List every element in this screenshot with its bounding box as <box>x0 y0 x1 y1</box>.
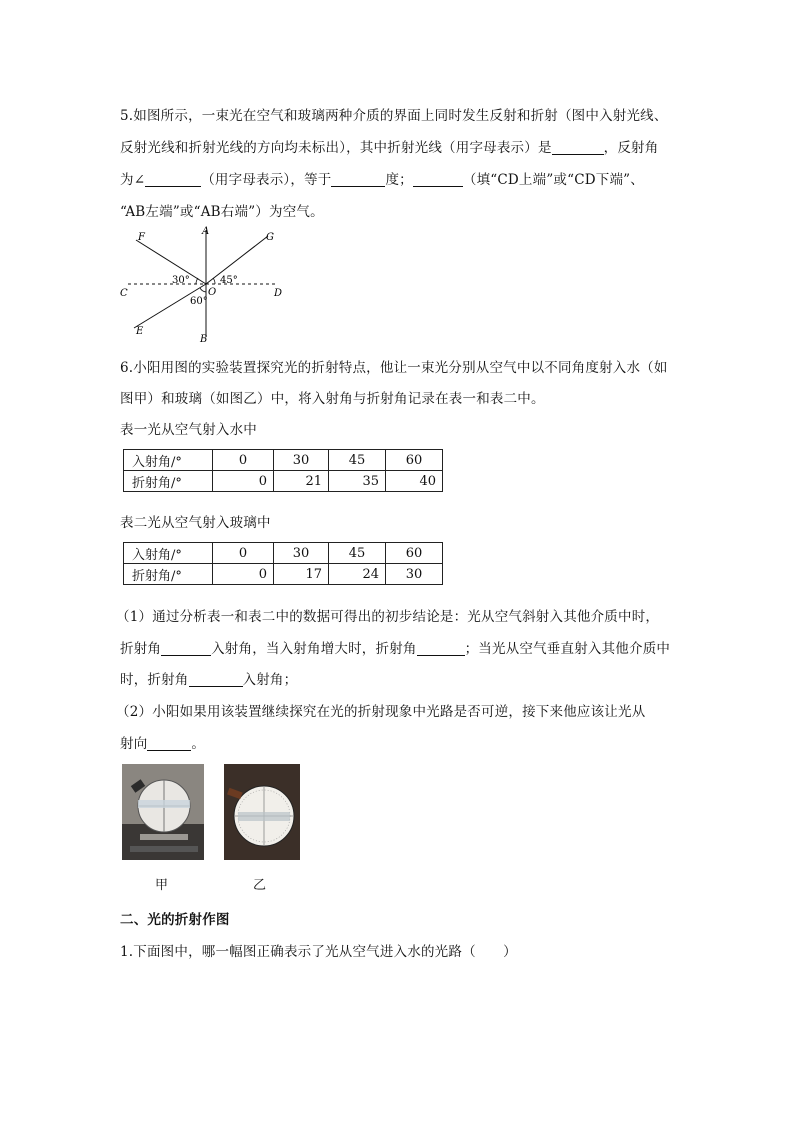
table-cell: 0 <box>213 450 274 471</box>
q5-text-2a: 反射光线和折射光线的方向均未标出），其中折射光线（用字母表示）是 <box>120 140 552 156</box>
table-cell: 45 <box>329 450 386 471</box>
table-header-cell: 折射角/° <box>124 564 213 585</box>
label-c: C <box>120 288 128 299</box>
table-row <box>124 564 443 585</box>
q5-text-3b: （用字母表示），等于 <box>201 172 332 188</box>
q6-blank-1[interactable] <box>161 641 211 656</box>
q6-p1-text-b2: 入射角，当入射角增大时，折射角 <box>211 641 417 657</box>
q6-blank-2[interactable] <box>417 641 465 656</box>
q6-part1-line-3 <box>120 668 690 688</box>
q5-ray-diagram <box>116 222 286 344</box>
label-a: A <box>202 226 210 237</box>
table-header-cell: 折射角/° <box>124 471 213 492</box>
photo-apparatus-yi <box>224 764 300 860</box>
table1 <box>123 449 443 492</box>
q6-p2-text-b2: 。 <box>191 736 206 752</box>
label-d: D <box>274 288 283 299</box>
table-cell: 0 <box>213 471 274 492</box>
q6-text-1: 6.小阳用图的实验装置探究光的折射特点，他让一束光分别从空气中以不同角度射入水（如 <box>120 360 668 376</box>
q5-text-3c: 度； <box>385 172 413 188</box>
table1-title <box>120 418 690 438</box>
q6-p2-text-b1: 射向 <box>120 736 148 752</box>
q6-blank-3[interactable] <box>189 672 243 687</box>
q6-p1-text-b1: 折射角 <box>120 641 162 657</box>
angle-arc-60 <box>200 288 206 292</box>
q5-blank-reflection-angle[interactable] <box>145 172 201 187</box>
q6-part2-line-1 <box>116 700 686 720</box>
q5-text-3a: 为∠ <box>120 172 146 188</box>
q6-p1-text-c2: 入射角； <box>242 672 298 688</box>
table-cell: 0 <box>213 564 274 585</box>
ray-fo <box>136 240 206 284</box>
table-cell: 21 <box>274 471 329 492</box>
section-2-question-1-text: 1.下面图中，哪一幅图正确表示了光从空气进入水的光路（ ） <box>120 944 517 960</box>
q5-blank-degrees[interactable] <box>331 172 385 187</box>
table-row <box>124 471 443 492</box>
angle-label-60: 60° <box>190 296 208 307</box>
table-cell: 60 <box>386 450 443 471</box>
q5-text-4: “AB左端”或“AB右端”）为空气。 <box>120 204 324 220</box>
q5-text-1: 5.如图所示，一束光在空气和玻璃两种介质的界面上同时发生反射和折射（图中入射光线、 <box>120 108 668 124</box>
q5-line-1 <box>120 104 690 124</box>
caption-yi: 乙 <box>253 878 267 893</box>
q5-blank-air-side[interactable] <box>413 172 463 187</box>
angle-arc-45 <box>213 278 215 284</box>
angle-label-45: 45° <box>220 275 238 286</box>
table-header-cell: 入射角/° <box>124 543 213 564</box>
q5-line-4 <box>120 200 690 220</box>
q5-line-3 <box>120 168 690 188</box>
table-row <box>124 543 443 564</box>
table2-title <box>120 511 690 531</box>
table-header-cell: 入射角/° <box>124 450 213 471</box>
section-2-heading <box>120 908 690 928</box>
q5-text-3d: （填“CD上端”或“CD下端”、 <box>462 172 644 188</box>
table-cell: 30 <box>274 450 329 471</box>
table2 <box>123 542 443 585</box>
table-cell: 30 <box>386 564 443 585</box>
angle-label-30: 30° <box>172 275 190 286</box>
q6-p1-text-a: （1）通过分析表一和表二中的数据可得出的初步结论是：光从空气斜射入其他介质中时， <box>116 609 660 625</box>
table-cell: 35 <box>329 471 386 492</box>
table-cell: 45 <box>329 543 386 564</box>
q6-line-2 <box>120 387 690 407</box>
q6-blank-4[interactable] <box>147 736 191 751</box>
table-cell: 0 <box>213 543 274 564</box>
q6-line-1 <box>120 356 690 376</box>
q5-text-2b: ，反射角 <box>603 140 659 156</box>
angle-arc-30 <box>196 278 198 284</box>
table-row <box>124 450 443 471</box>
table1-title-text: 表一光从空气射入水中 <box>120 422 257 438</box>
q6-part1-line-2 <box>120 637 690 657</box>
label-f: F <box>138 232 145 243</box>
photo-apparatus-jia <box>122 764 204 860</box>
table-cell: 30 <box>274 543 329 564</box>
q6-part2-line-2 <box>120 732 690 752</box>
caption-jia: 甲 <box>155 878 169 893</box>
label-o: O <box>208 287 217 298</box>
table-cell: 40 <box>386 471 443 492</box>
table-cell: 24 <box>329 564 386 585</box>
q6-part1-line-1 <box>116 605 686 625</box>
q6-p1-text-b3: ；当光从空气垂直射入其他介质中 <box>464 641 671 657</box>
q6-text-2: 图甲）和玻璃（如图乙）中，将入射角与折射角记录在表一和表二中。 <box>120 391 545 407</box>
table-cell: 60 <box>386 543 443 564</box>
q5-blank-refracted-ray[interactable] <box>552 140 604 155</box>
section-2-question-1 <box>120 940 690 960</box>
q5-line-2 <box>120 136 690 156</box>
table-cell: 17 <box>274 564 329 585</box>
table2-title-text: 表二光从空气射入玻璃中 <box>120 515 271 531</box>
label-g: G <box>266 232 274 243</box>
label-e: E <box>136 326 144 337</box>
q6-p2-text-a: （2）小阳如果用该装置继续探究在光的折射现象中光路是否可逆，接下来他应该让光从 <box>116 704 646 720</box>
label-b: B <box>200 334 208 344</box>
q6-p1-text-c1: 时，折射角 <box>120 672 189 688</box>
section-2-heading-text: 二、光的折射作图 <box>120 912 230 928</box>
